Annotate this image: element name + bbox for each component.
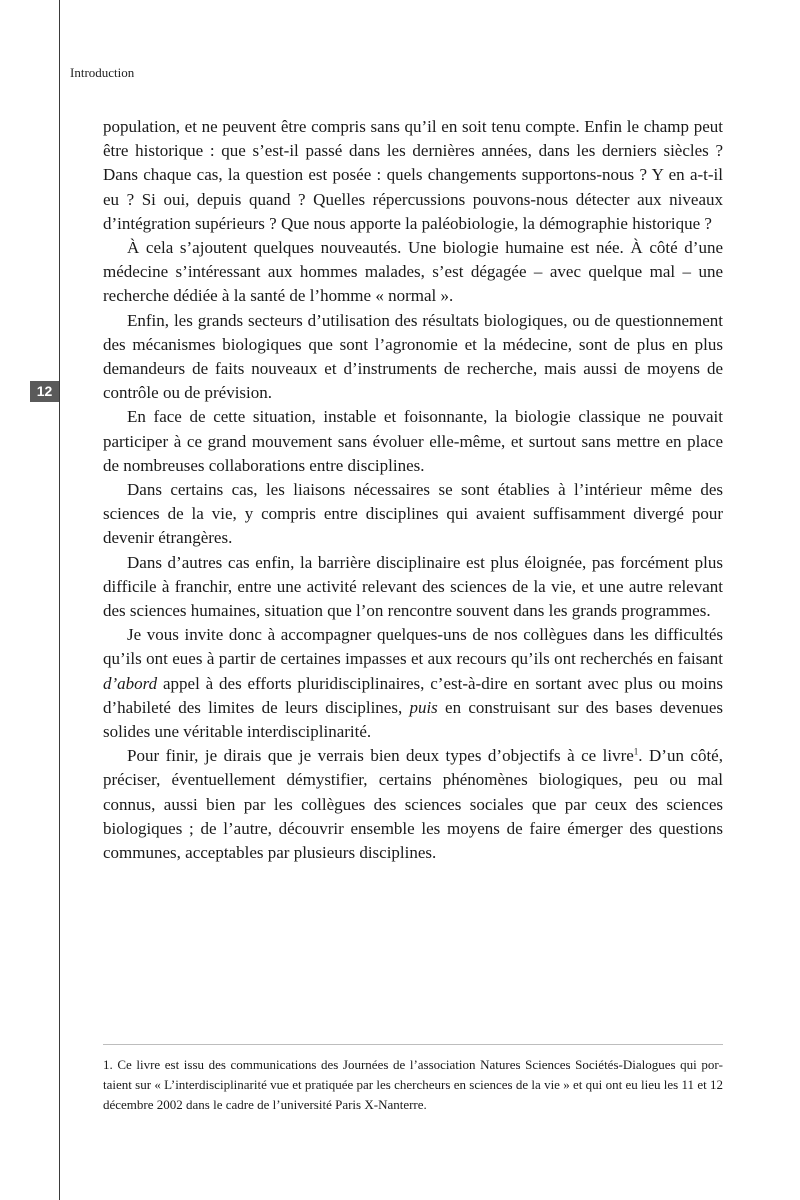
- paragraph-3: Enfin, les grands secteurs d’utilisation des résultats biologiques, ou de questionnement des mécanismes biologiques que sont l’agronomie et la médecine, sont de plus en plus demandeurs de faits nouveaux et d’instruments de recherche, mais aussi de moyens de contrôle ou de prévision.: [103, 310, 723, 403]
- paragraph-8-text-b: . D’un côté, préciser, éventuellement démystifier, certains phénomènes biologiques, peu ou mal connus, aussi bien par les collègues des sciences sociales que par ceux des sciences biologiques ; de l’autre, découvrir ensemble les moyens de faire émerger des questions communes, acceptables par plusieurs disciplines.: [103, 746, 723, 863]
- emphasis-puis: puis: [409, 697, 438, 717]
- body-text: [103, 115, 723, 865]
- paragraph-7: [103, 623, 723, 744]
- footnote-reference[interactable]: 1: [633, 746, 639, 757]
- paragraph-7-text-c: en construisant sur des bases devenues solides une véritable interdisciplinarité.: [103, 697, 723, 742]
- emphasis-dabord: d’abord: [103, 673, 158, 693]
- paragraph-5: Dans certains cas, les liaisons nécessaires se sont établies à l’intérieur même des sciences de la vie, y compris entre disciplines qui avaient suffisamment divergé pour devenir étrangères.: [103, 480, 723, 548]
- paragraph-4: En face de cette situation, instable et foisonnante, la biologie classique ne pouvait participer à ce grand mouvement sans évoluer elle-même, et surtout sans mettre en place de nombreuses collaborations entre disciplines.: [103, 407, 723, 475]
- paragraph-8-text-a: Pour finir, je dirais que je verrais bien deux types d’objectifs à ce livre: [127, 746, 634, 766]
- paragraph-7-text-a: Je vous invite donc à accompagner quelques-uns de nos collègues dans les difficultés qu’ils ont eues à partir de certaines impasses et aux recours qu’ils ont recherchés en faisant: [103, 625, 723, 669]
- paragraph-8: [103, 744, 723, 865]
- paragraph-2: À cela s’ajoutent quelques nouveautés. Une biologie humaine est née. À côté d’une médecine s’intéressant aux hommes malades, s’est dégagée – avec quelque mal – une recherche dédiée à la santé de l’homme « normal ».: [103, 238, 723, 306]
- paragraph-7-text-b: appel à des efforts pluridisciplinaires, c’est-à-dire en sortant avec plus ou moins d’habileté des limites de leurs disciplines,: [103, 673, 723, 717]
- paragraph-1: population, et ne peuvent être compris sans qu’il en soit tenu compte. Enfin le champ peut être historique : que s’est-il passé dans les dernières années, dans les derniers siècles ? Dans chaque cas, la question est posée : quels changements supportons-nous ? Y en a-t-il eu ? Si oui, depuis quand ? Quelles répercussions pouvons-nous détecter aux niveaux d’intégration supérieurs ? Que nous apporte la paléobiologie, la démographie historique ?: [103, 117, 723, 233]
- paragraph-6: Dans d’autres cas enfin, la barrière disciplinaire est plus éloignée, pas forcément plus difficile à franchir, entre une activité relevant des sciences de la vie, et une autre relevant des sciences humaines, situation que l’on rencontre souvent dans les grands programmes.: [103, 552, 723, 621]
- page-number: 12: [30, 381, 59, 402]
- margin-rule: [59, 0, 60, 1200]
- footnote: 1. Ce livre est issu des communications des Journées de l’association Natures Sciences Sociétés-Dialogues qui portaient sur « L’interdisciplinarité vue et pratiquée par les chercheurs en sciences de la vie » et qui ont eu lieu les 11 et 12 décembre 2002 dans le cadre de l’université Paris X-Nanterre.: [103, 1057, 723, 1112]
- running-head: Introduction: [70, 65, 135, 80]
- footnote-divider: [103, 1044, 723, 1045]
